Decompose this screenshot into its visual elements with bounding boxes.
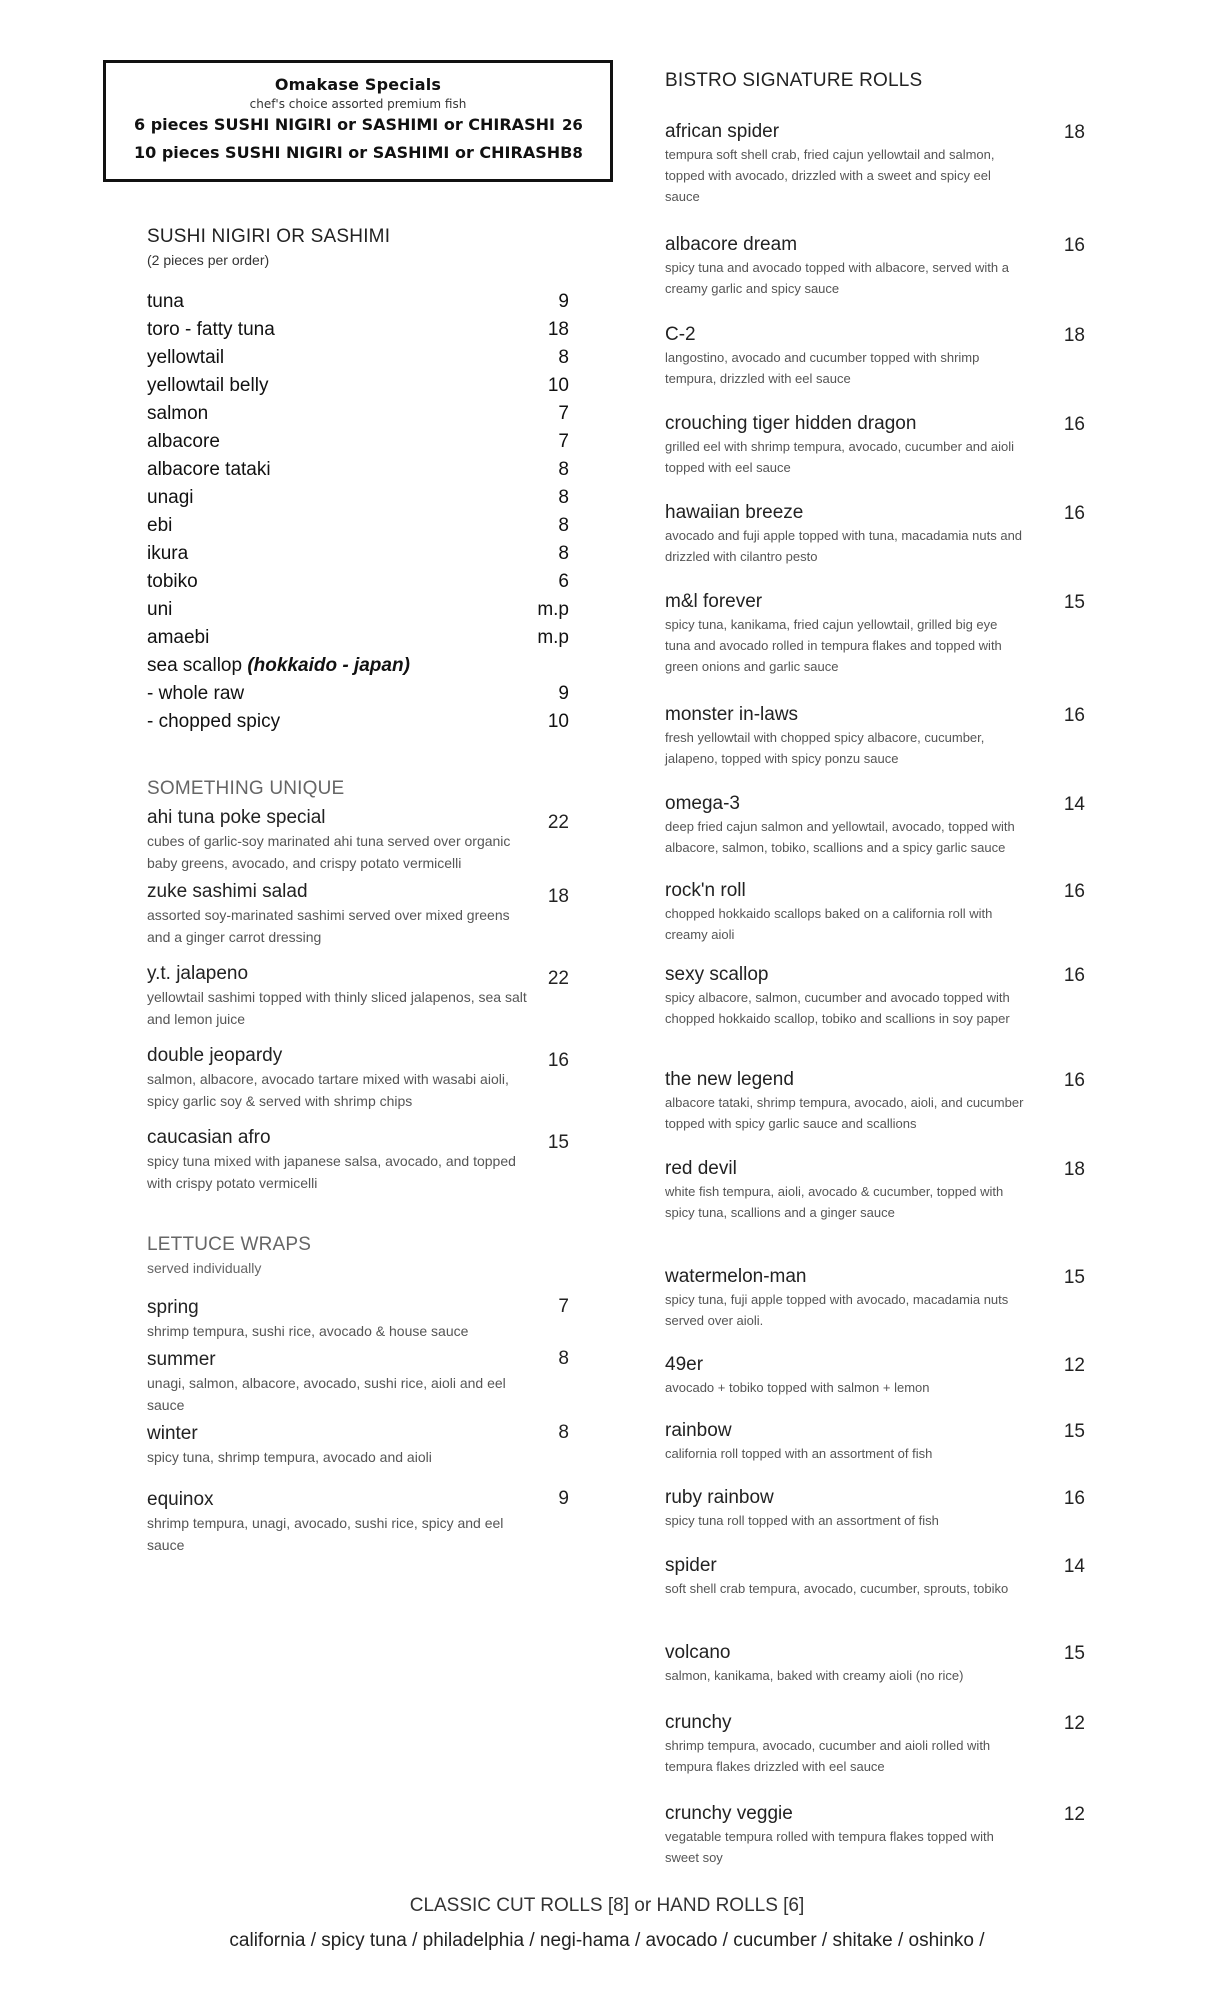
roll-item-name: crunchy	[665, 1712, 732, 1733]
nigiri-item	[147, 288, 587, 316]
roll-item-desc: deep fried cajun salmon and yellowtail, avocado, topped with albacore, salmon, tobiko, scallions and a spicy garlic sauce	[665, 819, 1015, 855]
roll-item-price: 12	[1063, 1804, 1085, 1825]
roll-item-price: 18	[1063, 325, 1085, 346]
roll-item	[665, 792, 1085, 858]
classic-title: CLASSIC CUT ROLLS [8] or HAND ROLLS [6]	[409, 1895, 805, 1916]
scallop-option	[147, 680, 587, 708]
omakase-row-price: 26	[562, 116, 583, 134]
nigiri-item-price: 6	[558, 571, 569, 592]
scallop-option-name: - chopped spicy	[147, 711, 281, 732]
roll-item	[665, 1641, 1085, 1686]
unique-item-desc: assorted soy-marinated sashimi served over mixed greens and a ginger carrot dressing	[147, 907, 510, 945]
unique-item	[147, 1044, 587, 1112]
wrap-item-price: 8	[558, 1422, 569, 1443]
roll-item-name: rainbow	[665, 1420, 732, 1441]
scallop-option	[147, 708, 587, 736]
roll-item-desc: albacore tataki, shrimp tempura, avocado, aioli, and cucumber topped with spicy garlic sauce and scallions	[665, 1095, 1024, 1131]
wrap-item-name: spring	[147, 1297, 199, 1318]
roll-item-desc: langostino, avocado and cucumber topped with shrimp tempura, drizzled with eel sauce	[665, 350, 980, 386]
unique-item-price: 22	[547, 812, 569, 833]
roll-item	[665, 1419, 1085, 1464]
wrap-item-name: winter	[147, 1423, 198, 1444]
unique-item	[147, 962, 587, 1030]
wrap-item	[147, 1422, 587, 1468]
roll-item	[665, 233, 1085, 299]
roll-item	[665, 1353, 1085, 1398]
roll-item-price: 15	[1063, 592, 1085, 613]
roll-item-desc: soft shell crab tempura, avocado, cucumber, sprouts, tobiko	[665, 1581, 1009, 1596]
omakase-row-price: 38	[562, 144, 583, 162]
roll-item	[665, 703, 1085, 769]
roll-item	[665, 501, 1085, 567]
unique-item-name: caucasian afro	[147, 1127, 271, 1148]
roll-item-price: 18	[1063, 122, 1085, 143]
unique-item-desc: salmon, albacore, avocado tartare mixed with wasabi aioli, spicy garlic soy & served with shrimp chips	[147, 1071, 509, 1109]
roll-item-price: 16	[1063, 1488, 1085, 1509]
nigiri-item	[147, 372, 587, 400]
unique-item-desc: spicy tuna mixed with japanese salsa, avocado, and topped with crispy potato vermicelli	[147, 1153, 516, 1191]
roll-item-desc: california roll topped with an assortment of fish	[665, 1446, 933, 1461]
roll-item-desc: spicy albacore, salmon, cucumber and avocado topped with chopped hokkaido scallop, tobiko and scallions in soy paper	[665, 990, 1010, 1026]
roll-item-name: volcano	[665, 1642, 731, 1663]
roll-item-price: 18	[1063, 1159, 1085, 1180]
nigiri-item-name: ebi	[147, 515, 173, 536]
roll-item-price: 16	[1063, 503, 1085, 524]
nigiri-item-name: tuna	[147, 291, 184, 312]
nigiri-item-price: 10	[547, 375, 569, 396]
roll-item-price: 14	[1063, 1556, 1085, 1577]
scallop-option-price: 10	[547, 711, 569, 732]
roll-item	[665, 323, 1085, 389]
nigiri-item	[147, 596, 587, 624]
unique-item-name: zuke sashimi salad	[147, 881, 308, 902]
wrap-item-desc: shrimp tempura, unagi, avocado, sushi rice, spicy and eel sauce	[147, 1515, 504, 1553]
roll-item-name: african spider	[665, 121, 780, 142]
unique-item-price: 15	[547, 1132, 569, 1153]
nigiri-list	[147, 288, 587, 736]
roll-item-price: 16	[1063, 965, 1085, 986]
roll-item-name: spider	[665, 1555, 717, 1576]
wraps-section	[147, 1234, 587, 1556]
nigiri-item-name: yellowtail belly	[147, 375, 269, 396]
roll-item-name: red devil	[665, 1158, 737, 1179]
classic-list: california / spicy tuna / philadelphia / negi-hama / avocado / cucumber / shitake / oshinko /	[229, 1930, 985, 1951]
nigiri-item-price: 8	[558, 487, 569, 508]
scallop-name: sea scallop	[147, 655, 243, 676]
roll-item	[665, 1802, 1085, 1868]
nigiri-item-name: toro - fatty tuna	[147, 319, 275, 340]
roll-item	[665, 879, 1085, 945]
omakase-row	[106, 139, 610, 167]
roll-item-desc: spicy tuna roll topped with an assortment of fish	[665, 1513, 939, 1528]
nigiri-item	[147, 540, 587, 568]
roll-item-desc: avocado and fuji apple topped with tuna, macadamia nuts and drizzled with cilantro pesto	[665, 528, 1023, 564]
roll-item-price: 16	[1063, 705, 1085, 726]
unique-item-price: 16	[547, 1050, 569, 1071]
nigiri-title: SUSHI NIGIRI OR SASHIMI	[147, 226, 391, 247]
nigiri-item-price: 7	[558, 403, 569, 424]
nigiri-item-price: 8	[558, 543, 569, 564]
nigiri-item-name: unagi	[147, 487, 194, 508]
roll-item	[665, 590, 1085, 677]
rolls-title: BISTRO SIGNATURE ROLLS	[665, 70, 923, 91]
unique-item-price: 22	[547, 968, 569, 989]
roll-item-desc: tempura soft shell crab, fried cajun yellowtail and salmon, topped with avocado, drizzled with a sweet and spicy eel sauce	[665, 147, 995, 204]
wrap-item	[147, 1296, 587, 1342]
roll-item	[665, 1265, 1085, 1331]
roll-item-name: crunchy veggie	[665, 1803, 793, 1824]
roll-item-name: monster in-laws	[665, 704, 799, 725]
roll-item-price: 16	[1063, 881, 1085, 902]
unique-item-desc: cubes of garlic-soy marinated ahi tuna served over organic baby greens, avocado, and crispy potato vermicelli	[147, 833, 511, 871]
nigiri-item-name: uni	[147, 599, 173, 620]
nigiri-item-name: yellowtail	[147, 347, 225, 368]
nigiri-item	[147, 456, 587, 484]
nigiri-item	[147, 484, 587, 512]
scallop-origin: (hokkaido - japan)	[247, 655, 410, 676]
nigiri-item-price: m.p	[537, 627, 569, 648]
roll-item-name: rock'n roll	[665, 880, 746, 901]
roll-item-price: 14	[1063, 794, 1085, 815]
right-column	[665, 70, 1085, 1865]
roll-item	[665, 412, 1085, 478]
wrap-item	[147, 1488, 587, 1556]
roll-item-desc: vegatable tempura rolled with tempura flakes topped with sweet soy	[665, 1829, 994, 1865]
nigiri-item-price: 8	[558, 347, 569, 368]
nigiri-item	[147, 624, 587, 652]
roll-item-desc: chopped hokkaido scallops baked on a california roll with creamy aioli	[665, 906, 993, 942]
wrap-item-desc: spicy tuna, shrimp tempura, avocado and aioli	[147, 1449, 432, 1465]
roll-item-desc: spicy tuna, kanikama, fried cajun yellowtail, grilled big eye tuna and avocado rolled in tempura flakes and topped with green onions and garlic sauce	[665, 617, 1002, 674]
wrap-item	[147, 1348, 587, 1416]
omakase-row	[106, 111, 610, 139]
roll-item-desc: grilled eel with shrimp tempura, avocado, cucumber and aioli topped with eel sauce	[665, 439, 1015, 475]
roll-item-desc: spicy tuna and avocado topped with albacore, served with a creamy garlic and spicy sauce	[665, 260, 1009, 296]
unique-item-name: ahi tuna poke special	[147, 807, 326, 828]
unique-item	[147, 1126, 587, 1194]
unique-item-desc: yellowtail sashimi topped with thinly sliced jalapenos, sea salt and lemon juice	[147, 989, 527, 1027]
roll-item-price: 15	[1063, 1421, 1085, 1442]
unique-item	[147, 880, 587, 948]
unique-item-name: double jeopardy	[147, 1045, 283, 1066]
unique-title: SOMETHING UNIQUE	[147, 778, 345, 799]
roll-item-desc: salmon, kanikama, baked with creamy aioli (no rice)	[665, 1668, 964, 1683]
wrap-item-price: 8	[558, 1348, 569, 1369]
roll-item-name: the new legend	[665, 1069, 794, 1090]
wrap-item-desc: shrimp tempura, sushi rice, avocado & house sauce	[147, 1323, 469, 1339]
nigiri-item-name: ikura	[147, 543, 189, 564]
nigiri-item-price: 9	[558, 291, 569, 312]
nigiri-item-price: 18	[547, 319, 569, 340]
roll-item-price: 16	[1063, 1070, 1085, 1091]
nigiri-item-price: 7	[558, 431, 569, 452]
nigiri-item-price: m.p	[537, 599, 569, 620]
omakase-row-text: 10 pieces SUSHI NIGIRI or SASHIMI or CHIRASHI	[134, 143, 567, 162]
wrap-item-desc: unagi, salmon, albacore, avocado, sushi rice, aioli and eel sauce	[147, 1375, 506, 1413]
roll-item	[665, 120, 1085, 207]
roll-item-name: crouching tiger hidden dragon	[665, 413, 917, 434]
nigiri-item-name: tobiko	[147, 571, 198, 592]
nigiri-item	[147, 512, 587, 540]
nigiri-item-name: amaebi	[147, 627, 210, 648]
roll-item-name: C-2	[665, 324, 696, 345]
roll-item-price: 15	[1063, 1643, 1085, 1664]
unique-item-price: 18	[547, 886, 569, 907]
roll-item-name: hawaiian breeze	[665, 502, 804, 523]
roll-item	[665, 963, 1085, 1029]
nigiri-item-name: albacore tataki	[147, 459, 271, 480]
nigiri-item-name: albacore	[147, 431, 220, 452]
roll-item-name: ruby rainbow	[665, 1487, 774, 1508]
roll-item-name: omega-3	[665, 793, 740, 814]
scallop-option-name: - whole raw	[147, 683, 245, 704]
roll-item-desc: fresh yellowtail with chopped spicy albacore, cucumber, jalapeno, topped with spicy ponzu sauce	[665, 730, 985, 766]
roll-item-desc: spicy tuna, fuji apple topped with avocado, macadamia nuts served over aioli.	[665, 1292, 1009, 1328]
nigiri-item	[147, 316, 587, 344]
wrap-item-name: equinox	[147, 1489, 214, 1510]
wraps-note: served individually	[147, 1260, 262, 1276]
nigiri-item-price: 8	[558, 515, 569, 536]
nigiri-item-name: salmon	[147, 403, 209, 424]
nigiri-note: (2 pieces per order)	[147, 252, 270, 268]
roll-item-name: albacore dream	[665, 234, 798, 255]
roll-item	[665, 1486, 1085, 1531]
left-column	[147, 226, 587, 1556]
wrap-item-price: 7	[558, 1296, 569, 1317]
roll-item	[665, 1554, 1085, 1599]
unique-item	[147, 806, 587, 874]
roll-item-name: sexy scallop	[665, 964, 769, 985]
omakase-title: Omakase Specials	[274, 75, 442, 94]
unique-section	[147, 778, 587, 1194]
roll-item-name: 49er	[665, 1354, 704, 1375]
nigiri-item-price: 8	[558, 459, 569, 480]
roll-item-price: 12	[1063, 1355, 1085, 1376]
nigiri-item	[147, 428, 587, 456]
roll-item-name: m&l forever	[665, 591, 763, 612]
nigiri-item	[147, 344, 587, 372]
roll-item-desc: shrimp tempura, avocado, cucumber and aioli rolled with tempura flakes drizzled with eel sauce	[665, 1738, 991, 1774]
nigiri-item	[147, 400, 587, 428]
roll-item	[665, 1157, 1085, 1223]
roll-item-price: 16	[1063, 235, 1085, 256]
wraps-title: LETTUCE WRAPS	[147, 1234, 312, 1255]
roll-item-name: watermelon-man	[665, 1266, 807, 1287]
roll-item-desc: avocado + tobiko topped with salmon + lemon	[665, 1380, 930, 1395]
roll-item	[665, 1068, 1085, 1134]
unique-item-name: y.t. jalapeno	[147, 963, 249, 984]
scallop-option-price: 9	[558, 683, 569, 704]
roll-item-desc: white fish tempura, aioli, avocado & cucumber, topped with spicy tuna, scallions and a ginger sauce	[665, 1184, 1004, 1220]
roll-item-price: 12	[1063, 1713, 1085, 1734]
nigiri-item	[147, 568, 587, 596]
omakase-subtitle: chef's choice assorted premium fish	[249, 97, 467, 111]
roll-item-price: 16	[1063, 414, 1085, 435]
roll-item	[665, 1711, 1085, 1777]
scallop-heading	[147, 652, 587, 680]
omakase-row-text: 6 pieces SUSHI NIGIRI or SASHIMI or CHIRASHI	[134, 115, 555, 134]
wrap-item-price: 9	[558, 1488, 569, 1509]
wrap-item-name: summer	[147, 1349, 216, 1370]
roll-item-price: 15	[1063, 1267, 1085, 1288]
omakase-box	[103, 60, 613, 182]
